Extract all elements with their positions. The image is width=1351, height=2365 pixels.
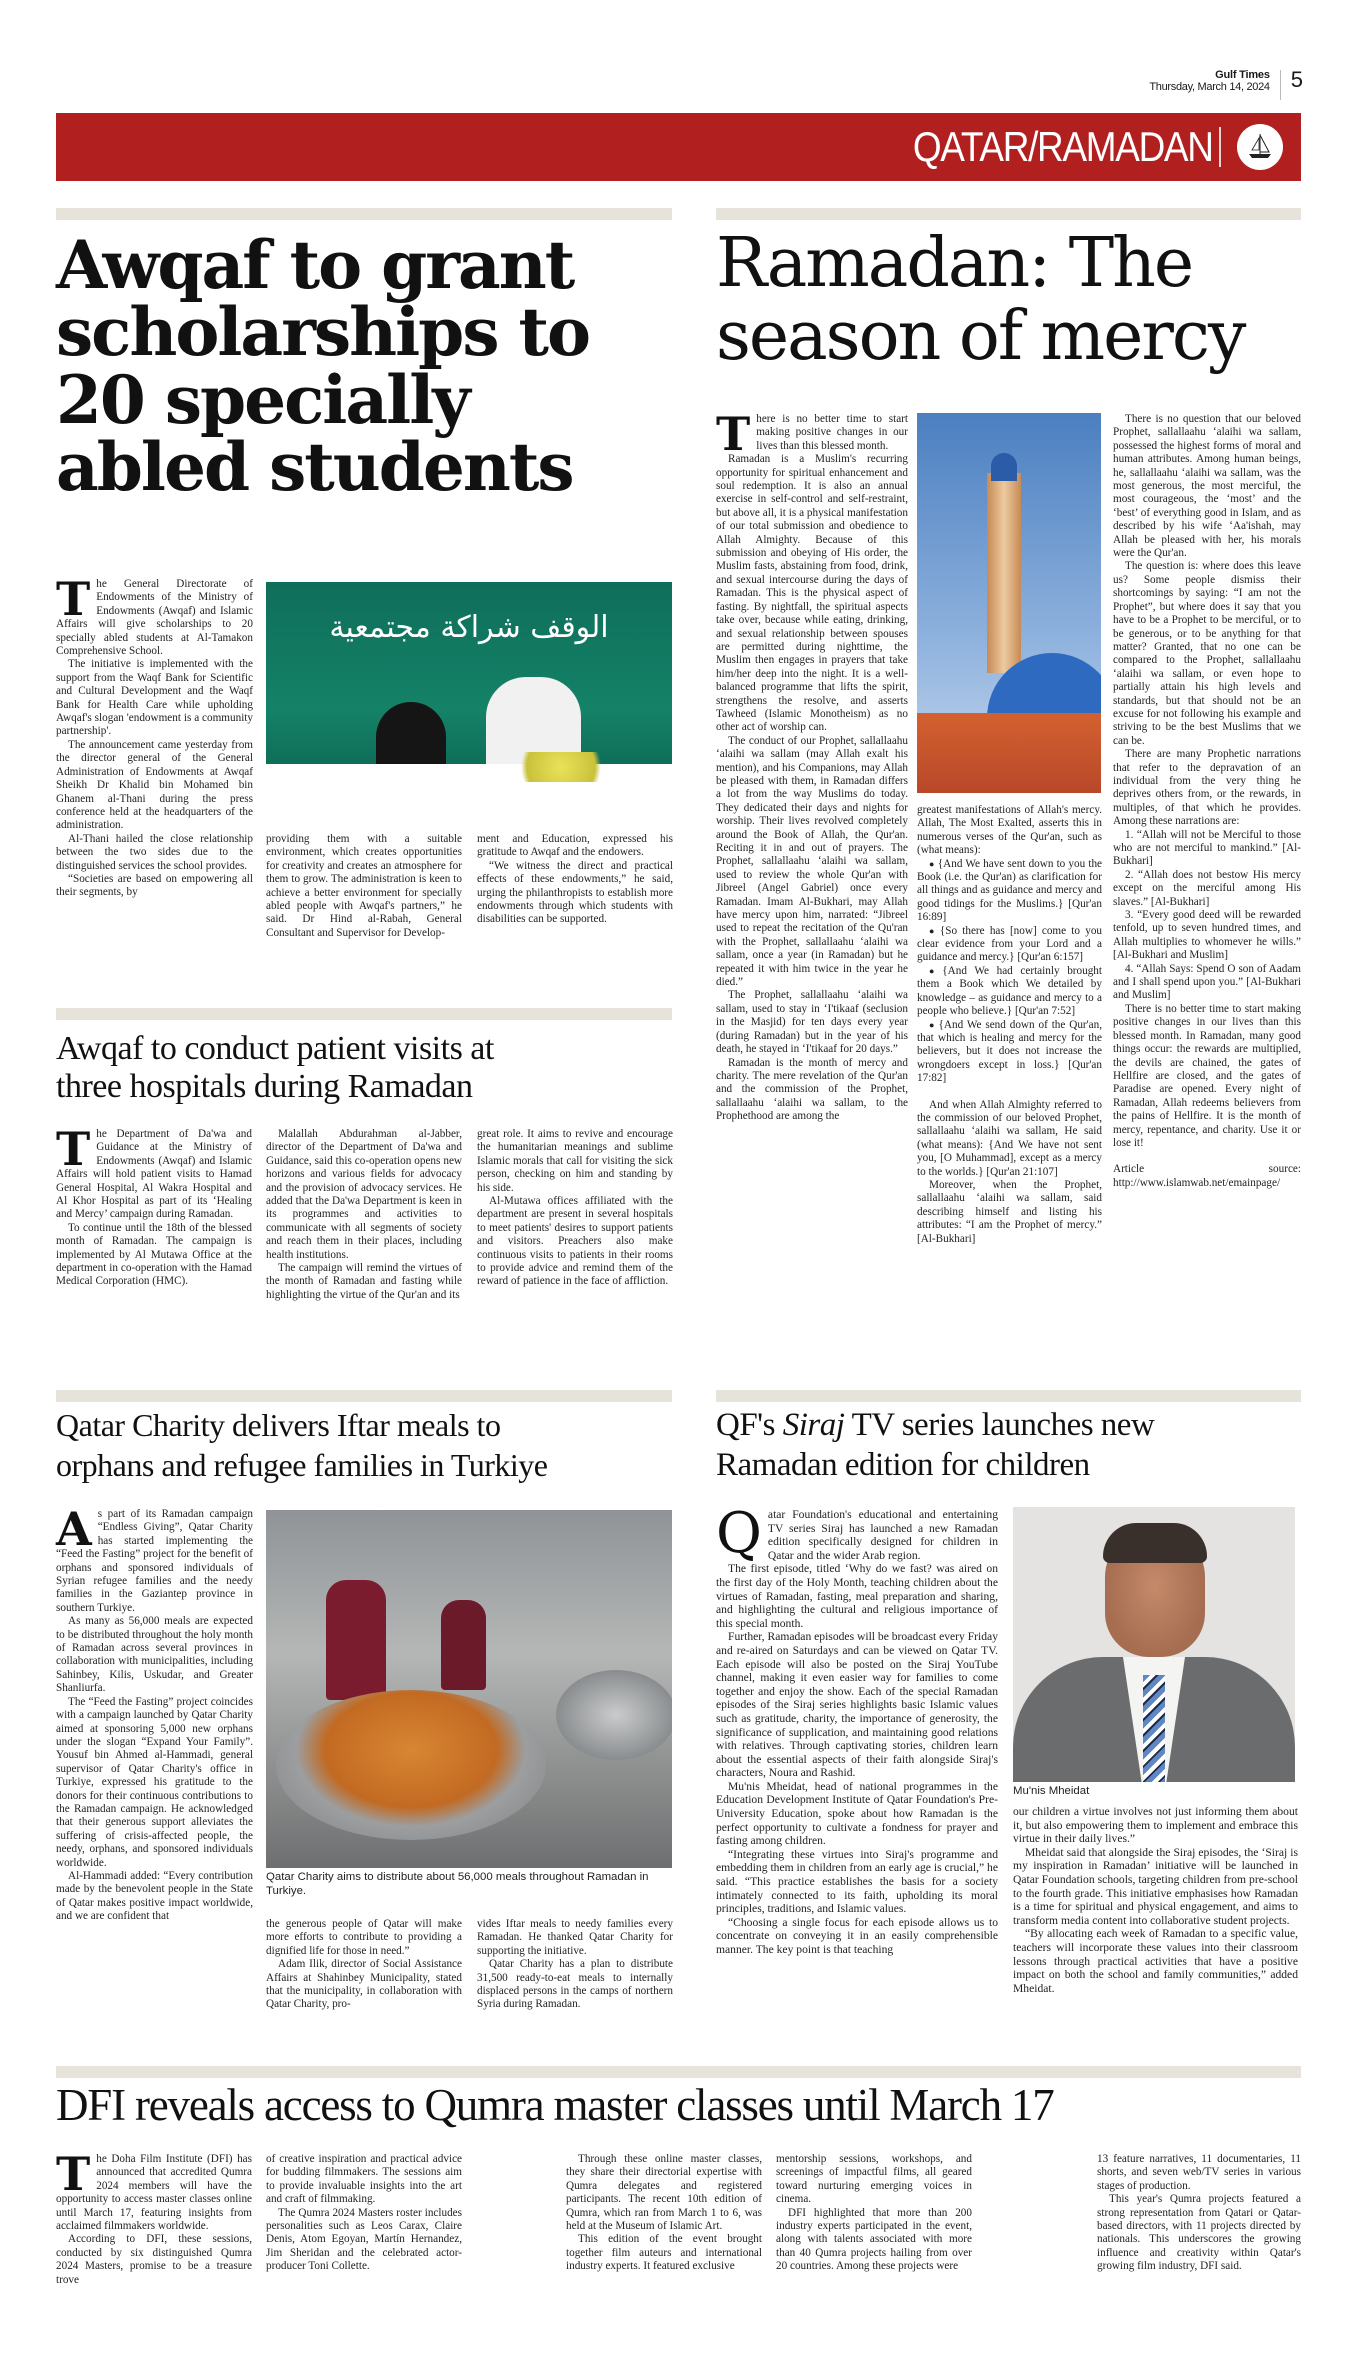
masthead-meta: [1149, 70, 1269, 93]
article-body-siraj-col2: our children a virtue involves not just informing them about it, but also empowering them to implement and embrace this virtue in their daily lives.” Mheidat said that alongside the Siraj episodes, the ‘Siraj is my inspiration in Ramadan’ initiative will be launched in Qatar Foundation schools, targeting children from pre-school to the fourth grade. This initiative emphasises how Ramadan is a time for spiritual and physical engagement, and aims to transform media content into collaborative student projects. “By allocating each week of Ramadan to a specific value, teachers will incorporate these values into their classroom lessons through practical activities that have a positive impact on both the school and family communities,” added Mheidat.: [1013, 1805, 1298, 1995]
article-body-charity-col2: the generous people of Qatar will make more efforts to contribute to providing a dignified life for those in need.” Adam Ilik, director of Social Assistance Affairs at Shahinbey Municipality, stated that the municipality, in collaboration with Qatar Charity, pro-: [266, 1918, 462, 2011]
article-body-awqaf-col3: ment and Education, expressed his gratitude to Awqaf and the endowers. “We witness the direct and practical effects of these endowments,” he said, urging the philanthropists to establish more endowments through which students with disabilities can be supported.: [477, 833, 673, 926]
masthead: [1149, 67, 1303, 100]
photo-minaret: [917, 413, 1101, 793]
article-body-dfi-col1: The Doha Film Institute (DFI) has announced that accredited Qumra 2024 members will have the opportunity to access master classes online until March 17, featuring insights from acclaimed filmmakers worldwide. According to DFI, these sessions, conducted by six distinguished Qumra 2024 Masters, promise to be a treasure trove: [56, 2147, 252, 2286]
dropcap: T: [56, 2147, 91, 2201]
article-body-patient-col2: Malallah Abdurahman al-Jabber, director of the Department of Da'wa and Guidance, said this co-operation opens new horizons and various fields for advocacy and the provision of advocacy services. He added that the Da'wa Department is keen in its programmes and activities to communicate with all segments of society and reach them in their places, including health institutions. The campaign will remind the virtues of the month of Ramadan and fasting while highlighting the virtue of the Qur'an and its: [266, 1128, 462, 1301]
dropcap: T: [56, 1122, 91, 1176]
minaret-tower: [987, 473, 1021, 673]
article-body-charity-col1: As part of its Ramadan campaign “Endless Giving”, Qatar Charity has started implementing the “Feed the Fasting” project for the benefit of orphans and sponsored individuals of Syrian refugee families and the needy families in the Gaziantep province in southern Turkiye. As many as 56,000 meals are expected to be distributed throughout the holy month of Ramadan across several provinces in collaboration with municipalities, including Sahinbey, Kilis, Uskudar, and Greater Shanliurfa. The “Feed the Fasting” project coincides with a campaign launched by Qatar Charity aimed at sponsoring 5,000 new orphans under the slogan “Expand Your Family”. Yousuf bin Ahmed al-Hammadi, general supervisor of Qatar Charity's office in Turkiye, expressed his gratitude to the donors for their continuous contributions to the Ramadan campaign. He acknowledged that their generous support alleviates the suffering of crisis-affected people, the needy, orphans, and sponsored individuals worldwide. Al-Hammadi added: “Every contribution made by the benevolent people in the State of Qatar makes positive impact worldwide, and we are confident that: [56, 1502, 253, 1923]
dropcap: T: [716, 407, 751, 461]
flower-arrangement: [506, 752, 616, 782]
headline-dfi: DFI reveals access to Qumra master classes until March 17: [56, 2080, 1054, 2130]
section-rule: [56, 1008, 672, 1020]
section-rule: [716, 1390, 1301, 1402]
dropcap: T: [56, 572, 91, 626]
section-title: QATAR/RAMADAN: [913, 123, 1213, 170]
dropcap: Q: [716, 1501, 762, 1566]
headline-qatar-charity: Qatar Charity delivers Iftar meals to orphans and refugee families in Turkiye: [56, 1407, 548, 1483]
page-number: 5: [1290, 67, 1303, 92]
dhow-boat-icon: [1237, 124, 1283, 170]
headline-awqaf-scholarships: Awqaf to grant scholarships to 20 specially abled students: [56, 226, 589, 506]
article-body-dfi-col5: 13 feature narratives, 11 documentaries, 11 shorts, and seven web/TV series in various stages of production. This year's Qumra projects featured a strong representation from Qatari or Qatar-based directors, with 11 projects directed by nationals. This underscores the growing influence and creativity within Qatar's growing film industry, DFI said.: [1097, 2153, 1301, 2273]
article-body-dfi-col2: of creative inspiration and practical advice for budding filmmakers. The sessions aim to provide invaluable insights into the art and craft of filmmaking. The Qumra 2024 Masters roster includes personalities such as Leos Carax, Claire Denis, Atom Egoyan, Martín Hernandez, Jim Sheridan and the celebrated actor-producer Toni Collette.: [266, 2153, 462, 2273]
headline-siraj: QF's Siraj TV series launches new Ramadan edition for children: [716, 1407, 1155, 1483]
dropcap: A: [56, 1502, 92, 1556]
publication-date: Thursday, March 14, 2024: [1149, 80, 1270, 93]
mosque-wall: [917, 713, 1101, 793]
article-body-dfi-col4: mentorship sessions, workshops, and screenings of impactful films, all geared toward nurturing emerging voices in cinema. DFI highlighted that more than 200 industry experts participated in the event, along with talents associated with more than 40 Qumra projects hailing from over 20 countries. Among these projects were: [776, 2153, 972, 2273]
article-body-awqaf-col2: providing them with a suitable environment, which creates opportunities for creativity and creates an atmosphere for them to grow. The administration is keen to achieve a better environment for specially abled people with Awqaf's partners,” he said. Dr Hind al-Rabah, General Consultant and Supervisor for Develop-: [266, 833, 462, 939]
section-rule: [56, 1390, 672, 1402]
portrait-tie: [1143, 1675, 1165, 1782]
article-body-mercy-col1: There is no better time to start making positive changes in our lives than this blessed month. Ramadan is a Muslim's recurring opportunity for spiritual enhancement and soul redemption. It is also an annual exercise in self-control and self-restraint, but above all, it is a physical manifestation of our total submission and obedience to Allah Almighty. Because of this submission and obeying of His order, the Muslim fasts, abstaining from food, drink, and sexual intercourse during the days of Ramadan. This is the physical aspect of fasting. By nightfall, the spiritual aspects take over, because while eating, drinking, and sexual relationship between spouses are permitted during nighttime, the Muslim then engages in prayers that take him/her deep into the night. It is a well-balanced programme that lifts the spirit, strengthens the resolve, and asserts Tawheed (Islamic Monotheism) as no other act of worship can. The conduct of our Prophet, sallallaahu ‘alaihi wa sallam (may Allah exalt his mention), and his Companions, may Allah be pleased with them, in Ramadan differs a lot from the way Muslims do today. They dedicated their days and nights for worship. Their lives revolved completely around the Book of Allah, the Qur'an. Reciting it in and out of prayers. The Prophet, sallallaahu ‘alaihi wa sallam, used to review the whole Qur'an with Jibreel (Angel Gabriel) once every Ramadan. Imam Al-Bukhari, may Allah have mercy upon him, narrated: “Jibreel used to repeat the recitation of the Qu'ran with the Prophet, sallallaahu ‘alaihi wa sallam, once a year (in Ramadan) but he repeated it with him twice in the year he died.” The Prophet, sallallaahu ‘alaihi wa sallam, used to stay in ‘I'tikaaf (seclusion in the Masjid) for ten days every year (during Ramadan) but in the year of his death, he stayed in ‘I'tikaaf for 20 days.” Ramadan is the month of mercy and charity. The mere revelation of the Qur'an and the commission of the Prophet, sallallaahu ‘alaihi wa sallam, to the Prophethood are among the: [716, 407, 908, 1123]
worker-figure: [441, 1600, 486, 1690]
section-rule: [56, 208, 672, 220]
publication-name: Gulf Times: [1215, 69, 1270, 81]
article-body-siraj-col1: Qatar Foundation's educational and entertaining TV series Siraj has launched a new Ramadan edition specifically designed for children in Qatar and the wider Arab region. The first episode, titled ‘Why do we fast? was aired on the first day of the Holy Month, teaching children about the virtues of Ramadan, fasting, meal preparation and sharing, and highlighting the cultural and religious importance of this special month. Further, Ramadan episodes will be broadcast every Friday and re-aired on Saturdays and can be viewed on Qatar TV. Each episode will also be posted on the Siraj YouTube channel, making it even easier way for families to come together and enjoy the show. Each of the special Ramadan episodes of the Siraj series highlights basic Islamic values such as gratitude, charity, the importance of generosity, the significance of supplication, and maintaining good relations with relatives. Through captivating stories, children learn about the essential aspects of their faith alongside Siraj's characters, Noura and Rashid. Mu'nis Mheidat, head of national programmes in the Education Development Institute of Qatar Foundation's Pre-University Education, spoke about how Ramadan is the perfect opportunity to cultivate a fondness for prayer and fasting among children. “Integrating these virtues into Siraj's programme and embedding them in children from an early age is crucial,” he said. “This practice establishes the basis for a society intimately connected to its faith, upholding its moral principles, traditions, and Islamic values. “Choosing a single focus for each episode allows us to concentrate on conveying it in an easily comprehensible manner. The key point is that teaching: [716, 1501, 998, 1956]
article-body-charity-col3: vides Iftar meals to needy families every Ramadan. He thanked Qatar Charity for supporting the initiative. Qatar Charity has a plan to distribute 31,500 ready-to-eat meals to internally displaced persons in the camps of northern Syria during Ramadan.: [477, 1918, 673, 2011]
article-body-mercy-col2: greatest manifestations of Allah's mercy. Allah, The Most Exalted, asserts this in numerous verses of the Qur'an, such as (what means): ● {And We have sent down to you the Book (i.e. the Qur'an) as clarification for all things and as guidance and mercy and good tidings for the Muslims.} [Qur'an 16:89] ● {So there has [now] come to you clear evidence from your Lord and a guidance and mercy.} [Qur'an 6:157] ● {And We had certainly brought them a Book which We detailed by knowledge – as guidance and mercy to a people who believe.} [Qur'an 7:52] ● {And We send down of the Qur'an, that which is healing and mercy for the believers, but it does not increase the wrongdoers except in loss.} [Qur'an 17:82] And when Allah Almighty referred to the commission of our beloved Prophet, sallallaahu ‘alaihi wa sallam, He said (what means): {And We have not sent you, [O Muhammad], except as a mercy to the worlds.} [Qur'an 21:107] Moreover, when the Prophet, sallallaahu ‘alaihi wa sallam, said describing himself and listing his attributes: “I am the Prophet of mercy.” [Al-Bukhari]: [917, 804, 1102, 1246]
photo-iftar-cooking: [266, 1510, 672, 1868]
banner-divider: [1219, 127, 1221, 167]
portrait-hair: [1103, 1523, 1207, 1563]
photo-caption: Qatar Charity aims to distribute about 56,000 meals throughout Ramadan in Turkiye.: [266, 1871, 649, 1897]
article-body-mercy-col3: There is no question that our beloved Prophet, sallallaahu ‘alaihi wa sallam, possessed the highest forms of moral and human attributes. Among human beings, he, sallallaahu ‘alaihi wa sallam, was the most generous, the most merciful, the most courageous, the ‘most’ and the ‘best’ of everything good in Islam, and as described by his wife ‘Aa'ishah, may Allah be pleased with her, his morals were the Qur'an. The question is: where does this leave us? Some people dismiss their shortcomings by saying: “I am not the Prophet”, but where does it say that you have to be a Prophet to be merciful, or to be generous, or to be anything for that matter? Granted, that no one can be compared to the Prophet, sallallaahu ‘alaihi wa sallam, or even hope to partially attain his high levels and standards, but that should not be an excuse for not following his example and striving to be the best Muslims that we can be. There are many Prophetic narrations that refer to the depravation of an individual from the very thing he deprives others from, or the rewards, in multiples, of that which he provides. Among these narrations are: 1. “Allah will not be Merciful to those who are not merciful to mankind.” [Al-Bukhari] 2. “Allah does not bestow His mercy except on the merciful among His slaves.” [Al-Bukhari] 3. “Every good deed will be rewarded tenfold, up to seven hundred times, and Allah multiplies to whomever he wills.” [Al-Bukhari and Muslim] 4. “Allah Says: Spend O son of Aadam and I shall spend upon you.” [Al-Bukhari and Muslim] There is no better time to start making positive changes in our lives than this blessed month. In Ramadan, many good things occur: the rewards are multiplied, the devils are chained, the gates of Hellfire are closed, and the gates of Paradise are opened. Every night of Ramadan, Allah redeems believers from the pains of Hellfire. It is the month of mercy, repentance, and charity. Use it or lose it! Article source: http://www.islamwab.net/emainpage/: [1113, 413, 1301, 1189]
worker-figure: [326, 1580, 386, 1700]
section-banner: [56, 113, 1301, 181]
cooking-pot: [556, 1670, 672, 1760]
article-body-awqaf-col1: The General Directorate of Endowments of the Ministry of Endowments (Awqaf) and Islamic Affairs will give scholarships to 20 specially abled students at Al-Tamakon Comprehensive School. The initiative is implemented with the support from the Waqf Bank for Scientific and Cultural Development and the Waqf Bank for Health Care while upholding Awqaf's slogan 'endowment is a community partnership'. The announcement came yesterday from the director general of the General Administration of Endowments at Awqaf Sheikh Dr Khalid bin Mohamed bin Ghanem al-Thani during the press conference held at the headquarters of the administration. Al-Thani hailed the close relationship between the two sides due to the distinguished services the school provides. “Societies are based on empowering all their segments, by: [56, 572, 253, 899]
article-body-patient-col1: The Department of Da'wa and Guidance at the Ministry of Endowments (Awqaf) and Islamic Affairs will hold patient visits to Hamad General Hospital, Al Wakra Hospital and Al Khor Hospital as part of its ‘Healing and Mercy’ campaign during Ramadan. To continue until the 18th of the blessed month of Ramadan. The campaign is implemented by Al Mutawa Office at the department in co-operation with the Hamad Medical Corporation (HMC).: [56, 1122, 252, 1288]
photo-munis-mheidat: [1013, 1507, 1295, 1782]
masthead-divider: [1280, 70, 1281, 100]
article-body-patient-col3: great role. It aims to revive and encourage the humanitarian meanings and sublime Islamic morals that call for visiting the sick person, checking on him and standing by his side. Al-Mutawa offices affiliated with the department are present in several hospitals to meet patients' desires to support patients and visitors. Preachers also make continuous visits to patients in their rooms to provide advice and remind them of the reward of patience in the face of affliction.: [477, 1128, 673, 1288]
section-rule: [56, 2066, 1301, 2078]
arabic-banner-text: الوقف شراكة مجتمعية: [329, 610, 609, 645]
cooking-pot: [276, 1690, 546, 1840]
minaret-dome: [991, 453, 1017, 481]
section-rule: [716, 208, 1301, 220]
photo-caption: Mu'nis Mheidat: [1013, 1785, 1090, 1797]
headline-patient-visits: Awqaf to conduct patient visits at three hospitals during Ramadan: [56, 1030, 494, 1105]
headline-ramadan-mercy: Ramadan: The season of mercy: [716, 224, 1245, 376]
photo-press-conference: [266, 582, 672, 815]
article-body-dfi-col3: Through these online master classes, they share their directorial expertise with Qumra delegates and registered participants. The recent 10th edition of Qumra, which ran from March 1 to 6, was held at the Museum of Islamic Art. This edition of the event brought together film auteurs and international industry experts. It featured exclusive: [566, 2153, 762, 2273]
